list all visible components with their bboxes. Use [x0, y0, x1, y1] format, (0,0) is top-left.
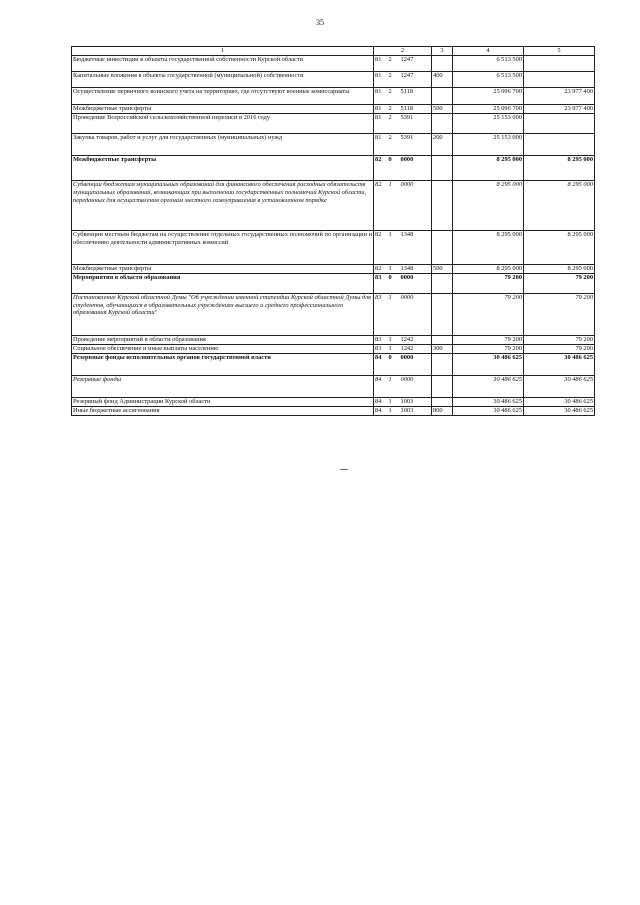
row-pr-cell: 1	[388, 375, 400, 397]
row-vr-cell: 300	[432, 344, 453, 353]
row-value-2-cell: 79 200	[524, 273, 595, 293]
row-vr-cell	[432, 375, 453, 397]
row-rz-cell: 83	[374, 344, 388, 353]
row-value-2-cell: 30 486 625	[524, 406, 595, 415]
row-cs-cell: 1242	[400, 335, 432, 344]
table-row	[72, 88, 595, 105]
row-rz-cell: 83	[374, 293, 388, 335]
row-value-1-cell: 79 200	[453, 293, 524, 335]
header-col-3: 3	[432, 47, 453, 56]
row-rz-cell: 83	[374, 273, 388, 293]
row-value-1-cell: 30 486 625	[453, 397, 524, 406]
row-name-cell: Капитальные вложения в объекты государственной (муниципальной) собственности	[72, 72, 374, 88]
table-header-row	[72, 47, 595, 56]
table-row	[72, 406, 595, 415]
table-row	[72, 335, 595, 344]
header-col-2: 2	[374, 47, 432, 56]
row-pr-cell: 0	[388, 156, 400, 181]
row-name-cell: Осуществление первичного воинского учета на территориях, где отсутствуют военные комиссариаты	[72, 88, 374, 105]
row-value-1-cell: 30 486 625	[453, 353, 524, 375]
row-pr-cell: 2	[388, 72, 400, 88]
row-name-cell: Субвенции бюджетам муниципальных образований для финансового обеспечения расходных обязательств муниципальных образований, возникающих при выполнении государственных полномочий Курской области, переданных для осуществления органам местного самоуправления в установленном порядке	[72, 181, 374, 231]
row-vr-cell: 200	[432, 134, 453, 156]
row-pr-cell: 1	[388, 231, 400, 265]
row-value-2-cell: 79 200	[524, 293, 595, 335]
row-cs-cell: 0000	[400, 156, 432, 181]
table-row	[72, 72, 595, 88]
row-name-cell: Резервные фонды исполнительных органов государственной власти	[72, 353, 374, 375]
row-cs-cell: 0000	[400, 273, 432, 293]
row-name-cell: Мероприятия в области образования	[72, 273, 374, 293]
row-value-2-cell: 8 295 000	[524, 181, 595, 231]
row-rz-cell: 81	[374, 114, 388, 134]
row-vr-cell	[432, 181, 453, 231]
row-value-2-cell: 8 295 000	[524, 156, 595, 181]
footer-tick-mark	[340, 469, 348, 470]
table-row	[72, 156, 595, 181]
row-value-2-cell	[524, 134, 595, 156]
row-name-cell: Субвенции местным бюджетам на осуществление отдельных государственных полномочий по организации и обеспечению деятельности административных комиссий	[72, 231, 374, 265]
budget-table	[71, 46, 595, 416]
row-cs-cell: 1003	[400, 406, 432, 415]
row-value-2-cell: 23 977 400	[524, 88, 595, 105]
row-rz-cell: 81	[374, 105, 388, 114]
table-row	[72, 231, 595, 265]
row-vr-cell	[432, 273, 453, 293]
row-pr-cell: 1	[388, 181, 400, 231]
row-name-cell: Резервный фонд Администрации Курской области	[72, 397, 374, 406]
row-pr-cell: 0	[388, 353, 400, 375]
row-vr-cell	[432, 353, 453, 375]
row-value-2-cell: 8 295 000	[524, 265, 595, 274]
row-value-1-cell: 25 096 700	[453, 88, 524, 105]
row-name-cell: Проведение Всероссийской сельскохозяйственной переписи в 2016 году	[72, 114, 374, 134]
row-pr-cell: 1	[388, 293, 400, 335]
budget-table-container	[71, 46, 594, 416]
table-row	[72, 375, 595, 397]
row-pr-cell: 2	[388, 56, 400, 72]
row-value-1-cell: 30 486 625	[453, 406, 524, 415]
row-rz-cell: 81	[374, 88, 388, 105]
row-rz-cell: 82	[374, 265, 388, 274]
row-value-1-cell: 79 200	[453, 344, 524, 353]
row-cs-cell: 0000	[400, 353, 432, 375]
header-col-5: 5	[524, 47, 595, 56]
row-vr-cell: 400	[432, 72, 453, 88]
row-cs-cell: 1247	[400, 72, 432, 88]
row-rz-cell: 83	[374, 335, 388, 344]
row-cs-cell: 0000	[400, 375, 432, 397]
row-pr-cell: 2	[388, 114, 400, 134]
row-pr-cell: 0	[388, 273, 400, 293]
row-value-1-cell: 8 295 000	[453, 265, 524, 274]
row-cs-cell: 0000	[400, 293, 432, 335]
row-value-1-cell: 30 486 625	[453, 375, 524, 397]
row-cs-cell: 1348	[400, 231, 432, 265]
row-rz-cell: 84	[374, 375, 388, 397]
table-row	[72, 293, 595, 335]
row-name-cell: Резервные фонды	[72, 375, 374, 397]
row-value-2-cell: 30 486 625	[524, 375, 595, 397]
row-value-1-cell: 79 200	[453, 273, 524, 293]
row-value-1-cell: 6 513 500	[453, 72, 524, 88]
table-row	[72, 105, 595, 114]
row-cs-cell: 1242	[400, 344, 432, 353]
row-name-cell: Постановление Курской областной Думы "Об учреждении именной стипендии Курской областной Думы для студентов, обучающихся в образовательных учреждениях высшего и среднего профессионального образования Курской области"	[72, 293, 374, 335]
table-row	[72, 397, 595, 406]
row-rz-cell: 84	[374, 397, 388, 406]
row-cs-cell: 0000	[400, 181, 432, 231]
row-vr-cell	[432, 231, 453, 265]
row-vr-cell: 500	[432, 265, 453, 274]
row-pr-cell: 1	[388, 335, 400, 344]
row-value-1-cell: 25 096 700	[453, 105, 524, 114]
row-value-1-cell: 8 295 000	[453, 181, 524, 231]
row-cs-cell: 5391	[400, 134, 432, 156]
row-pr-cell: 1	[388, 397, 400, 406]
row-value-2-cell: 79 200	[524, 344, 595, 353]
row-value-2-cell: 23 977 400	[524, 105, 595, 114]
row-cs-cell: 5118	[400, 105, 432, 114]
table-row	[72, 114, 595, 134]
row-value-2-cell: 8 295 000	[524, 231, 595, 265]
row-cs-cell: 1247	[400, 56, 432, 72]
row-vr-cell	[432, 156, 453, 181]
row-pr-cell: 1	[388, 265, 400, 274]
table-row	[72, 181, 595, 231]
row-cs-cell: 1348	[400, 265, 432, 274]
row-value-2-cell	[524, 56, 595, 72]
row-name-cell: Межбюджетные трансферты	[72, 105, 374, 114]
row-value-1-cell: 6 513 500	[453, 56, 524, 72]
row-name-cell: Межбюджетные трансферты	[72, 156, 374, 181]
row-cs-cell: 1003	[400, 397, 432, 406]
row-pr-cell: 2	[388, 105, 400, 114]
row-value-2-cell: 30 486 625	[524, 353, 595, 375]
row-rz-cell: 81	[374, 134, 388, 156]
row-cs-cell: 5118	[400, 88, 432, 105]
row-vr-cell: 500	[432, 105, 453, 114]
row-vr-cell: 800	[432, 406, 453, 415]
row-value-2-cell	[524, 72, 595, 88]
row-pr-cell: 1	[388, 406, 400, 415]
header-col-1: 1	[72, 47, 374, 56]
row-rz-cell: 81	[374, 72, 388, 88]
table-row	[72, 273, 595, 293]
row-pr-cell: 1	[388, 344, 400, 353]
row-name-cell: Проведение мероприятий в области образования	[72, 335, 374, 344]
row-value-1-cell: 25 153 000	[453, 134, 524, 156]
row-name-cell: Социальное обеспечение и иные выплаты населению	[72, 344, 374, 353]
row-vr-cell	[432, 88, 453, 105]
row-vr-cell	[432, 114, 453, 134]
row-pr-cell: 2	[388, 88, 400, 105]
row-value-2-cell: 30 486 625	[524, 397, 595, 406]
table-body	[72, 47, 595, 416]
row-rz-cell: 84	[374, 353, 388, 375]
row-name-cell: Бюджетные инвестиции в объекты государственной собственности Курской области	[72, 56, 374, 72]
row-value-1-cell: 8 295 000	[453, 231, 524, 265]
row-value-2-cell	[524, 114, 595, 134]
row-value-2-cell: 79 200	[524, 335, 595, 344]
row-name-cell: Закупка товаров, работ и услуг для государственных (муниципальных) нужд	[72, 134, 374, 156]
row-vr-cell	[432, 397, 453, 406]
row-value-1-cell: 8 295 000	[453, 156, 524, 181]
row-value-1-cell: 25 153 000	[453, 114, 524, 134]
row-name-cell: Межбюджетные трансферты	[72, 265, 374, 274]
row-name-cell: Иные бюджетные ассигнования	[72, 406, 374, 415]
row-pr-cell: 2	[388, 134, 400, 156]
row-rz-cell: 82	[374, 181, 388, 231]
table-row	[72, 344, 595, 353]
table-row	[72, 56, 595, 72]
table-row	[72, 134, 595, 156]
row-value-1-cell: 79 200	[453, 335, 524, 344]
row-rz-cell: 82	[374, 231, 388, 265]
row-vr-cell	[432, 335, 453, 344]
row-vr-cell	[432, 56, 453, 72]
row-vr-cell	[432, 293, 453, 335]
row-cs-cell: 5391	[400, 114, 432, 134]
page-number: 35	[316, 18, 324, 27]
row-rz-cell: 81	[374, 56, 388, 72]
header-col-4: 4	[453, 47, 524, 56]
row-rz-cell: 82	[374, 156, 388, 181]
table-row	[72, 353, 595, 375]
row-rz-cell: 84	[374, 406, 388, 415]
table-row	[72, 265, 595, 274]
